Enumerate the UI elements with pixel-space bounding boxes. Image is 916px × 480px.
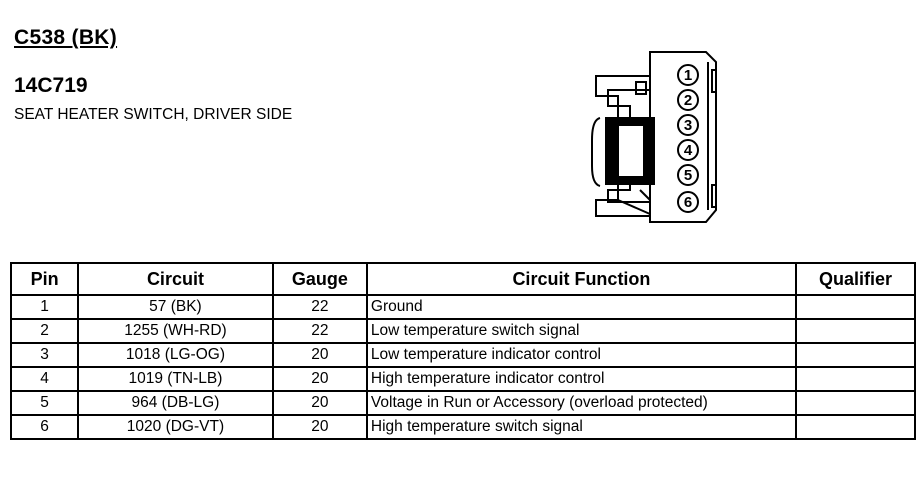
header-circuit: Circuit [78, 263, 273, 295]
table-row [11, 391, 915, 415]
header-qualifier: Qualifier [796, 263, 915, 295]
pin-label: 2 [683, 92, 693, 109]
table-header-row [11, 263, 915, 295]
function-cell: Low temperature indicator control [367, 343, 796, 367]
gauge-cell: 20 [273, 343, 367, 367]
connector-description: SEAT HEATER SWITCH, DRIVER SIDE [14, 106, 293, 123]
pin-label: 3 [683, 117, 693, 134]
gauge-cell: 22 [273, 295, 367, 319]
qualifier-cell [796, 391, 915, 415]
pin-cell: 5 [11, 391, 78, 415]
key-square [636, 82, 646, 94]
function-cell: Voltage in Run or Accessory (overload protected) [367, 391, 796, 415]
pin-number-labels [678, 65, 698, 212]
circuit-cell: 1018 (LG-OG) [78, 343, 273, 367]
connector-tab [712, 185, 716, 207]
circuit-cell: 964 (DB-LG) [78, 391, 273, 415]
table-row [11, 367, 915, 391]
pinout-table [10, 262, 916, 440]
header-gauge: Gauge [273, 263, 367, 295]
table-row [11, 319, 915, 343]
circuit-cell: 1255 (WH-RD) [78, 319, 273, 343]
part-number: 14C719 [14, 74, 88, 97]
function-cell: High temperature indicator control [367, 367, 796, 391]
function-cell: Ground [367, 295, 796, 319]
table-row [11, 343, 915, 367]
table-row [11, 415, 915, 439]
pin-cell: 6 [11, 415, 78, 439]
qualifier-cell [796, 295, 915, 319]
function-cell: High temperature switch signal [367, 415, 796, 439]
lock-button [592, 118, 600, 186]
gauge-cell: 20 [273, 415, 367, 439]
header-circuit-function: Circuit Function [367, 263, 796, 295]
connector-id-heading: C538 (BK) [14, 26, 118, 49]
pin-label: 5 [683, 167, 693, 184]
circuit-cell: 1020 (DG-VT) [78, 415, 273, 439]
pin-cell: 4 [11, 367, 78, 391]
gauge-cell: 20 [273, 367, 367, 391]
qualifier-cell [796, 343, 915, 367]
function-cell: Low temperature switch signal [367, 319, 796, 343]
qualifier-cell [796, 415, 915, 439]
table-row [11, 295, 915, 319]
qualifier-cell [796, 319, 915, 343]
circuit-cell: 1019 (TN-LB) [78, 367, 273, 391]
pin-cell: 1 [11, 295, 78, 319]
pin-label: 1 [683, 67, 693, 84]
connector-tab [712, 70, 716, 92]
pin-label: 6 [683, 194, 693, 211]
gauge-cell: 22 [273, 319, 367, 343]
gauge-cell: 20 [273, 391, 367, 415]
pin-cell: 3 [11, 343, 78, 367]
pin-cell: 2 [11, 319, 78, 343]
connector-face-diagram [578, 40, 728, 240]
header-pin: Pin [11, 263, 78, 295]
circuit-cell: 57 (BK) [78, 295, 273, 319]
qualifier-cell [796, 367, 915, 391]
pin-label: 4 [683, 142, 693, 159]
